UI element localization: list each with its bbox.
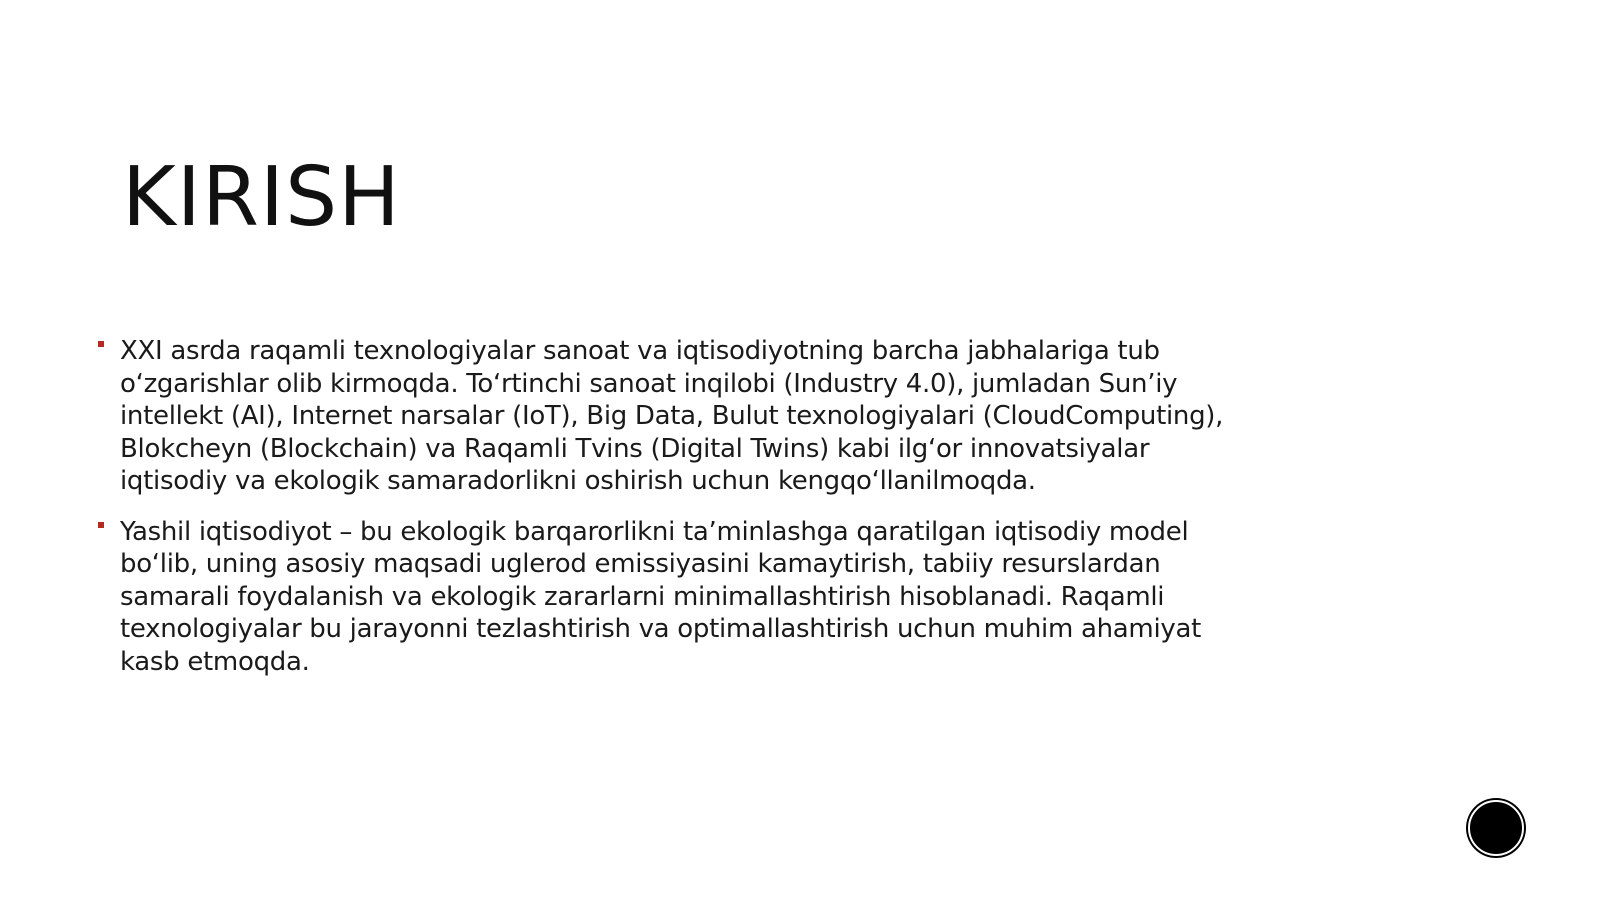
bullet-text: XXI asrda raqamli texnologiyalar sanoat va iqtisodiyotning barcha jabhalariga tub o‘zgarishlar olib kirmoqda. To‘rtinchi sanoat inqilobi (Industry 4.0), jumladan Sun’iy intellekt (AI), Internet narsalar (IoT), Big Data, Bulut texnologiyalari (CloudComputing), Blokcheyn (Blockchain) va Raqamli Tvins (Digital Twins) kabi ilg‘or innovatsiyalar iqtisodiy va ekologik samaradorlikni oshirish uchun kengqo‘llanilmoqda.: [120, 336, 1224, 496]
bullet-square-icon: [98, 522, 104, 528]
bullet-square-icon: [98, 341, 104, 347]
bullet-list: [96, 335, 1256, 696]
slide-title: KIRISH: [122, 150, 401, 245]
bullet-text: Yashil iqtisodiyot – bu ekologik barqarorlikni ta’minlashga qaratilgan iqtisodiy model bo‘lib, uning asosiy maqsadi uglerod emissiyasini kamaytirish, tabiiy resurslardan samarali foydalanish va ekologik zararlarni minimallashtirish hisoblanadi. Raqamli texnologiyalar bu jarayonni tezlashtirish va optimallashtirish uchun muhim ahamiyat kasb etmoqda.: [120, 516, 1201, 677]
bullet-item: [96, 335, 1256, 498]
bullet-item: [96, 516, 1256, 679]
circle-button-icon[interactable]: [1468, 800, 1524, 856]
